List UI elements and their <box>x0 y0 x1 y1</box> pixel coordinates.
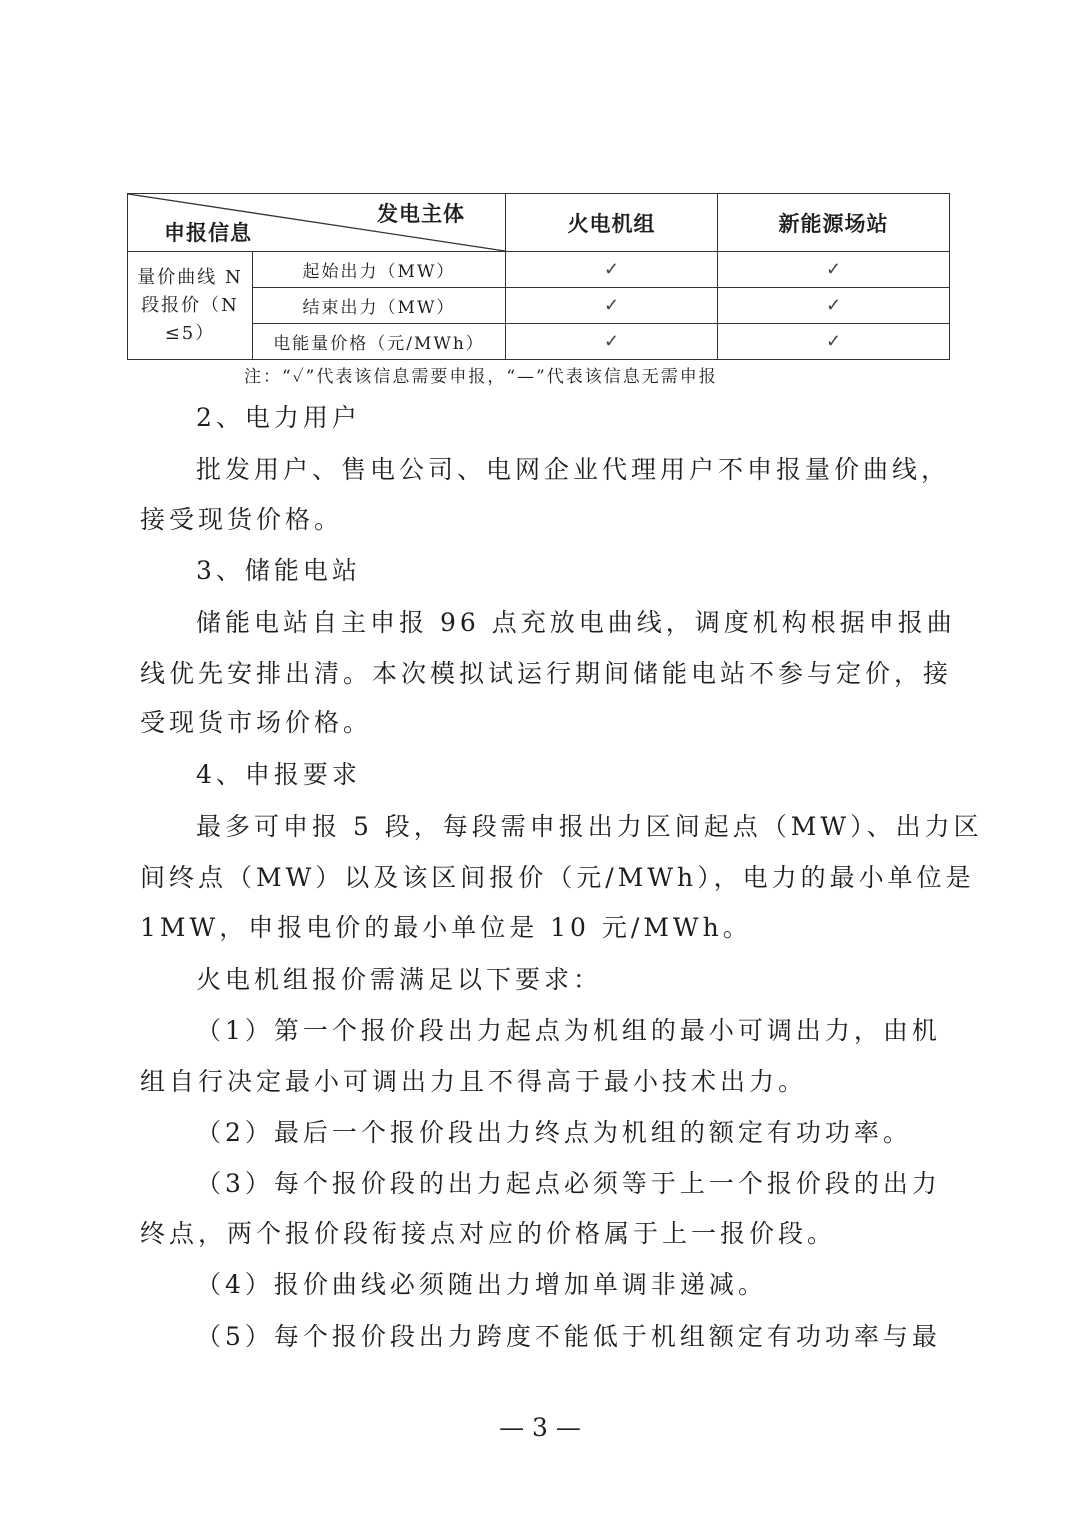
paragraph-line: 1MW，申报电价的最小单位是 10 元/MWh。 <box>140 913 752 942</box>
paragraph-line: 火电机组报价需满足以下要求： <box>196 965 603 994</box>
check-mark: ✓ <box>718 324 950 360</box>
list-item: （2）最后一个报价段出力终点为机组的额定有功功率。 <box>196 1118 912 1147</box>
paragraph-line: 受现货市场价格。 <box>140 708 373 737</box>
column-header-renewable: 新能源场站 <box>718 194 950 252</box>
paragraph-line: 终点，两个报价段衔接点对应的价格属于上一报价段。 <box>140 1219 837 1248</box>
table-header-row <box>128 194 950 252</box>
row-label: 结束出力（MW） <box>253 288 506 324</box>
corner-bottom-label: 申报信息 <box>164 220 252 245</box>
table-corner-cell <box>128 194 506 252</box>
section-heading: 3、储能电站 <box>196 556 361 585</box>
paragraph-line: 间终点（MW）以及该区间报价（元/MWh），电力的最小单位是 <box>140 863 975 892</box>
check-mark: ✓ <box>506 288 718 324</box>
paragraph-line: 组自行决定最小可调出力且不得高于最小技术出力。 <box>140 1067 808 1096</box>
paragraph-line: 接受现货价格。 <box>140 505 344 534</box>
table-row <box>128 252 950 288</box>
row-label: 起始出力（MW） <box>253 252 506 288</box>
section-heading: 2、电力用户 <box>196 403 361 432</box>
declaration-table <box>127 193 950 360</box>
section-heading: 4、申报要求 <box>196 760 361 789</box>
corner-top-label: 发电主体 <box>377 201 465 226</box>
check-mark: ✓ <box>718 252 950 288</box>
list-item: （4）报价曲线必须随出力增加单调非递减。 <box>196 1270 767 1299</box>
list-item: （1）第一个报价段出力起点为机组的最小可调出力，由机 <box>196 1016 941 1045</box>
paragraph-line: 储能电站自主申报 96 点充放电曲线，调度机构根据申报曲 <box>196 608 956 637</box>
row-group-label: 量价曲线 N 段报价（N ≤5） <box>128 252 253 360</box>
check-mark: ✓ <box>506 324 718 360</box>
column-header-thermal: 火电机组 <box>506 194 718 252</box>
table-note: 注：“✓”代表该信息需要申报，“—”代表该信息无需申报 <box>244 367 718 387</box>
paragraph-line: 线优先安排出清。本次模拟试运行期间储能电站不参与定价，接 <box>140 659 953 688</box>
check-mark: ✓ <box>506 252 718 288</box>
list-item: （3）每个报价段的出力起点必须等于上一个报价段的出力 <box>196 1169 941 1198</box>
check-mark: ✓ <box>718 288 950 324</box>
paragraph-line: 最多可申报 5 段，每段需申报出力区间起点（MW）、出力区 <box>196 812 983 841</box>
list-item: （5）每个报价段出力跨度不能低于机组额定有功功率与最 <box>196 1322 941 1351</box>
page-number: — 3 — <box>499 1413 581 1442</box>
paragraph-line: 批发用户、售电公司、电网企业代理用户不申报量价曲线， <box>196 455 951 484</box>
row-label: 电能量价格（元/MWh） <box>253 324 506 360</box>
